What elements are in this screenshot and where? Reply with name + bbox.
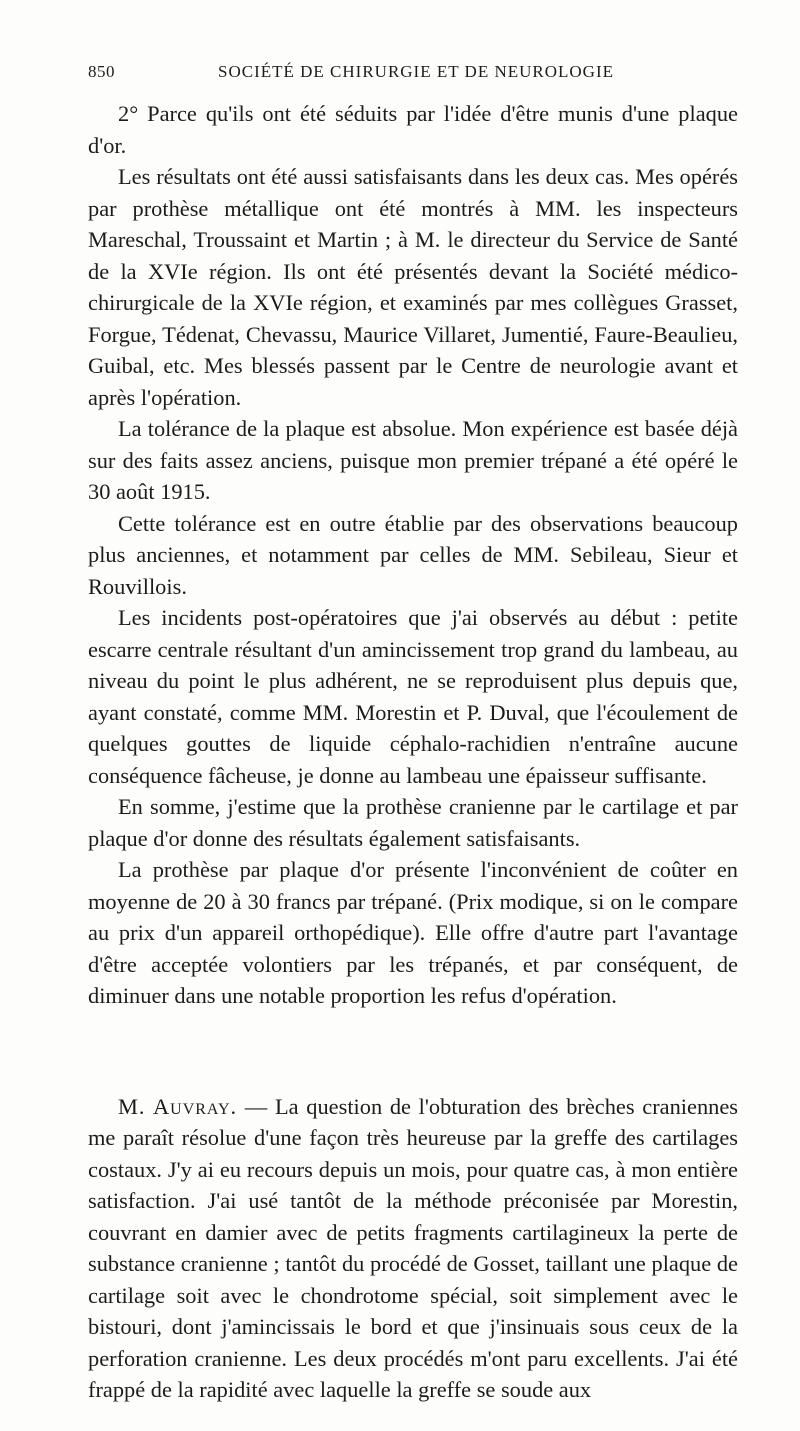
page-number: 850 — [88, 62, 115, 81]
paragraph: La tolérance de la plaque est absolue. Mon expérience est basée déjà sur des faits assez anciens, puisque mon premier trépané a été opéré le 30 août 1915. — [88, 416, 738, 504]
paragraph: Les incidents post-opératoires que j'ai observés au début : petite escarre centrale résultant d'un amincissement trop grand du lambeau, au niveau du point le plus adhérent, ne se reproduisent plus depuis que, ayant constaté, comme MM. Morestin et P. Duval, que l'écoulement de quelques gouttes de liquide céphalo-rachidien n'entraîne aucune conséquence fâcheuse, je donne au lambeau une épaisseur suffisante. — [88, 605, 738, 788]
paragraph: La prothèse par plaque d'or présente l'inconvénient de coûter en moyenne de 20 à 30 francs par trépané. (Prix modique, si on le compare au prix d'un appareil orthopédique). Elle offre d'autre part l'avantage d'être acceptée volontiers par les trépanés, et par conséquent, de diminuer dans une notable proportion les refus d'opération. — [88, 857, 738, 1008]
paragraph: En somme, j'estime que la prothèse cranienne par le cartilage et par plaque d'or donne des résultats également satisfaisants. — [88, 794, 738, 851]
paragraph: Les résultats ont été aussi satisfaisants dans les deux cas. Mes opérés par prothèse métallique ont été montrés à MM. les inspecteurs Mareschal, Troussaint et Martin ; à M. le directeur du Service de Santé de la XVIe région. Ils ont été présentés devant la Société médico-chirurgicale de la XVIe région, et examinés par mes collègues Grasset, Forgue, Tédenat, Chevassu, Maurice Villaret, Jumentié, Faure-Beaulieu, Guibal, etc. Mes blessés passent par le Centre de neurologie avant et après l'opération. — [88, 164, 738, 410]
intervention-text: La question de l'obturation des brèches craniennes me paraît résolue d'une façon très heureuse par la greffe des cartilages costaux. J'y ai eu recours depuis un mois, pour quatre cas, à mon entière satisfaction. J'ai usé tantôt de la méthode préconisée par Morestin, couvrant en damier avec de petits fragments cartilagineux la perte de substance cranienne ; tantôt du procédé de Gosset, taillant une plaque de cartilage soit avec le chondrotome spécial, soit simplement avec le bistouri, dont j'amincissais le bord et que j'insinuais sous ceux de la perforation cranienne. Les deux procédés m'ont paru excellents. J'ai été frappé de la rapidité avec laquelle la greffe se soude aux — [88, 1093, 739, 1402]
paragraph: 2° Parce qu'ils ont été séduits par l'idée d'être munis d'une plaque d'or. — [88, 101, 738, 158]
speaker-dash: — — [237, 1093, 275, 1119]
auvray-intervention — [88, 1091, 738, 1406]
section-gap — [88, 1012, 738, 1091]
article-body — [88, 98, 738, 1406]
speaker-name: M. Auvray. — [118, 1093, 238, 1119]
running-title: SOCIÉTÉ DE CHIRURGIE ET DE NEUROLOGIE — [218, 62, 615, 81]
running-header — [88, 62, 648, 90]
paragraph: Cette tolérance est en outre établie par des observations beaucoup plus anciennes, et notamment par celles de MM. Sebileau, Sieur et Rouvillois. — [88, 510, 738, 599]
